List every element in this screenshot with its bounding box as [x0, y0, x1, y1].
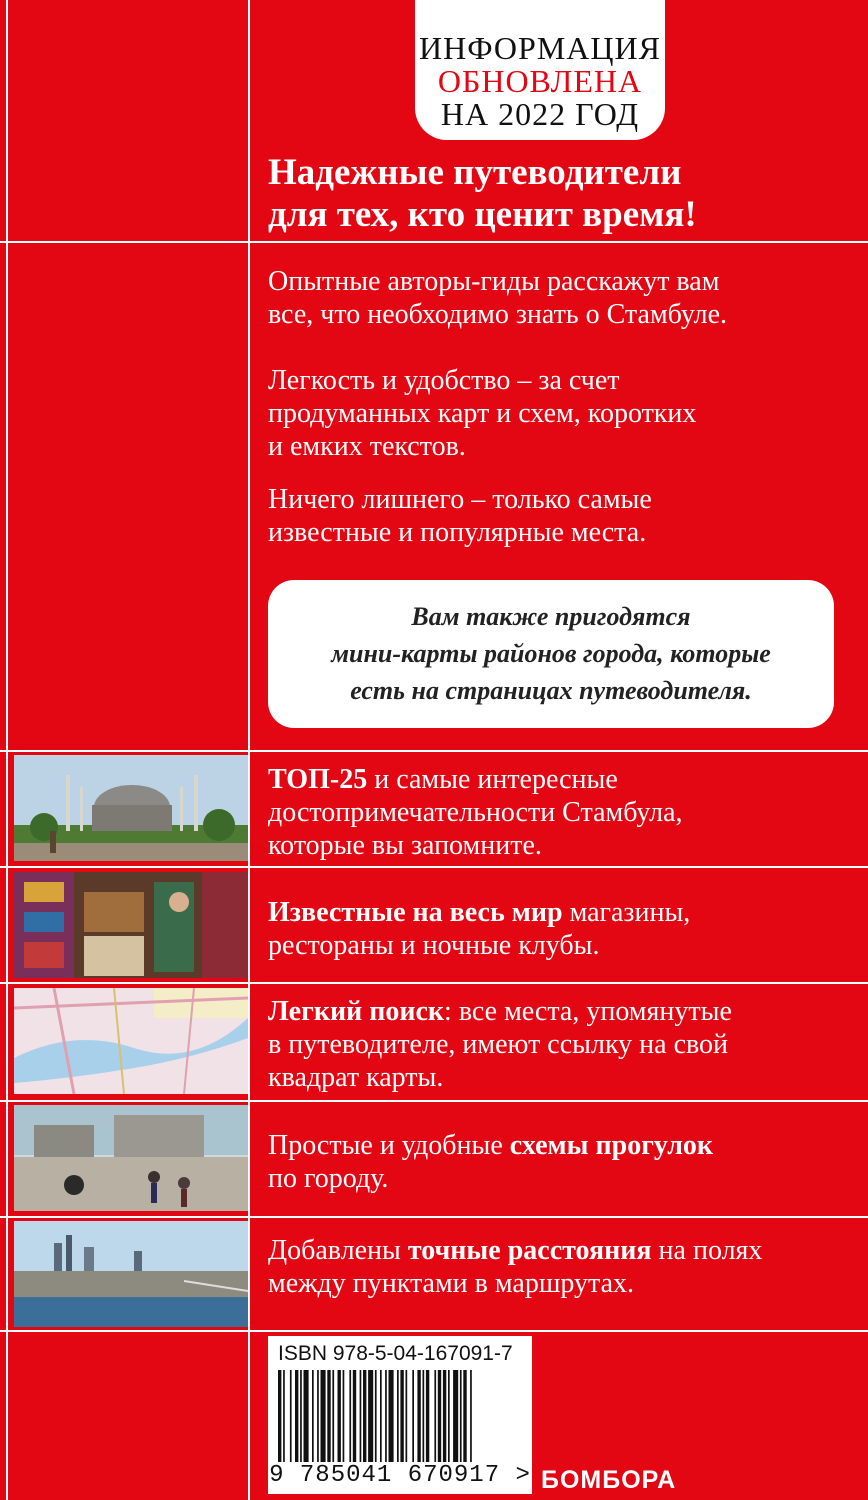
badge-line-2: ОБНОВЛЕНА [437, 63, 643, 99]
badge-line-1: ИНФОРМАЦИЯ [419, 30, 661, 66]
barcode-bars [278, 1370, 522, 1462]
feature-walking-routes [268, 1129, 858, 1195]
feature-line: квадрат карты. [268, 1062, 444, 1093]
barcode-bar [470, 1370, 472, 1462]
photo-grand-bazaar [14, 872, 248, 978]
barcode-bar [460, 1370, 462, 1462]
feature-text: на полях [651, 1235, 763, 1266]
barcode-bar [400, 1370, 403, 1462]
headline-line-2: для тех, кто ценит время! [268, 194, 697, 235]
paragraph-line: все, что необходимо знать о Стамбуле. [268, 299, 728, 330]
feature-line: по городу. [268, 1163, 389, 1194]
photo-city-map [14, 988, 248, 1094]
barcode-bar [463, 1370, 466, 1462]
barcode-bar [295, 1370, 298, 1462]
barcode-bar [448, 1370, 450, 1462]
feature-line: между пунктами в маршрутах. [268, 1268, 635, 1299]
publisher-logo: БОМБОРА [541, 1466, 677, 1494]
barcode-digits: 9 785041 670917 > [269, 1462, 531, 1489]
frame-line-feature-1 [0, 866, 868, 868]
barcode-bar [434, 1370, 436, 1462]
barcode-bar [338, 1370, 341, 1462]
barcode-bar [375, 1370, 377, 1462]
barcode-bar [290, 1370, 292, 1462]
barcode-bar [385, 1370, 387, 1462]
feature-top-25 [268, 763, 858, 862]
frame-line-features-top [0, 750, 868, 752]
frame-line-feature-4 [0, 1216, 868, 1218]
paragraph-line: и емких текстов. [268, 431, 466, 462]
barcode-bar [438, 1370, 441, 1462]
note-line: Вам также пригодятся [411, 602, 691, 631]
frame-line-feature-2 [0, 982, 868, 984]
barcode-bar [304, 1370, 309, 1462]
barcode-bar [406, 1370, 408, 1462]
barcode-bar [317, 1370, 319, 1462]
paragraph-authors [268, 265, 858, 331]
isbn-barcode [268, 1336, 532, 1494]
paragraph-line: Легкость и удобство – за счет [268, 365, 620, 396]
barcode-bar [443, 1370, 446, 1462]
mini-maps-note [268, 580, 834, 728]
barcode-bar [380, 1370, 382, 1462]
barcode-bar [327, 1370, 330, 1462]
frame-line-headline [0, 241, 868, 243]
feature-bold: схемы прогулок [509, 1130, 714, 1161]
barcode-bar [360, 1370, 362, 1462]
barcode-bar [349, 1370, 351, 1462]
barcode-bar [412, 1370, 414, 1462]
barcode-bar [397, 1370, 399, 1462]
barcode-bar [278, 1370, 281, 1462]
paragraph-line: Ничего лишнего – только самые [268, 484, 652, 515]
barcode-bar [312, 1370, 314, 1462]
barcode-bar [343, 1370, 345, 1462]
feature-bold: Легкий поиск [268, 996, 445, 1027]
note-line: есть на страницах путеводителя. [350, 676, 752, 705]
feature-text: Добавлены [268, 1235, 408, 1266]
barcode-bar [426, 1370, 429, 1462]
feature-distances [268, 1234, 858, 1300]
headline-line-1: Надежные путеводители [268, 152, 682, 193]
paragraph-line: Опытные авторы-гиды расскажут вам [268, 266, 720, 297]
paragraph-line: известные и популярные места. [268, 517, 647, 548]
info-updated-badge [415, 0, 665, 140]
feature-text: : все места, упомянутые [444, 996, 732, 1027]
barcode-bar [332, 1370, 334, 1462]
barcode-bar [283, 1370, 285, 1462]
barcode-bar [417, 1370, 420, 1462]
frame-line-feature-3 [0, 1100, 868, 1102]
barcode-bar [368, 1370, 373, 1462]
barcode-bar [389, 1370, 394, 1462]
isbn-label: ISBN 978-5-04-167091-7 [278, 1342, 513, 1365]
photo-square-pigeons [14, 1105, 248, 1211]
barcode-bar [321, 1370, 326, 1462]
feature-easy-search [268, 995, 858, 1094]
barcode-bar [300, 1370, 302, 1462]
barcode-bar [353, 1370, 356, 1462]
paragraph-convenience [268, 364, 858, 463]
barcode-bar [363, 1370, 366, 1462]
feature-shops [268, 896, 858, 962]
feature-bold: ТОП-25 [268, 764, 368, 795]
barcode-bar [453, 1370, 458, 1462]
feature-text: магазины, [562, 897, 691, 928]
feature-bold: Известные на весь мир [268, 897, 563, 928]
headline [268, 152, 858, 236]
paragraph-nothing-extra [268, 483, 858, 549]
feature-line: достопримечательности Стамбула, [268, 797, 683, 828]
feature-line: в путеводителе, имеют ссылку на свой [268, 1029, 729, 1060]
feature-text: Простые и удобные [268, 1130, 510, 1161]
paragraph-line: продуманных карт и схем, коротких [268, 398, 697, 429]
frame-line-feature-5 [0, 1330, 868, 1332]
note-line: мини-карты районов города, которые [331, 639, 771, 668]
feature-bold: точные расстояния [407, 1235, 652, 1266]
barcode-bar [423, 1370, 425, 1462]
badge-line-3: НА 2022 ГОД [440, 96, 640, 132]
photo-blue-mosque [14, 755, 248, 861]
feature-line: которые вы запомните. [268, 830, 542, 861]
photo-bosphorus [14, 1221, 248, 1327]
feature-text: и самые интересные [367, 764, 618, 795]
feature-line: рестораны и ночные клубы. [268, 930, 600, 961]
